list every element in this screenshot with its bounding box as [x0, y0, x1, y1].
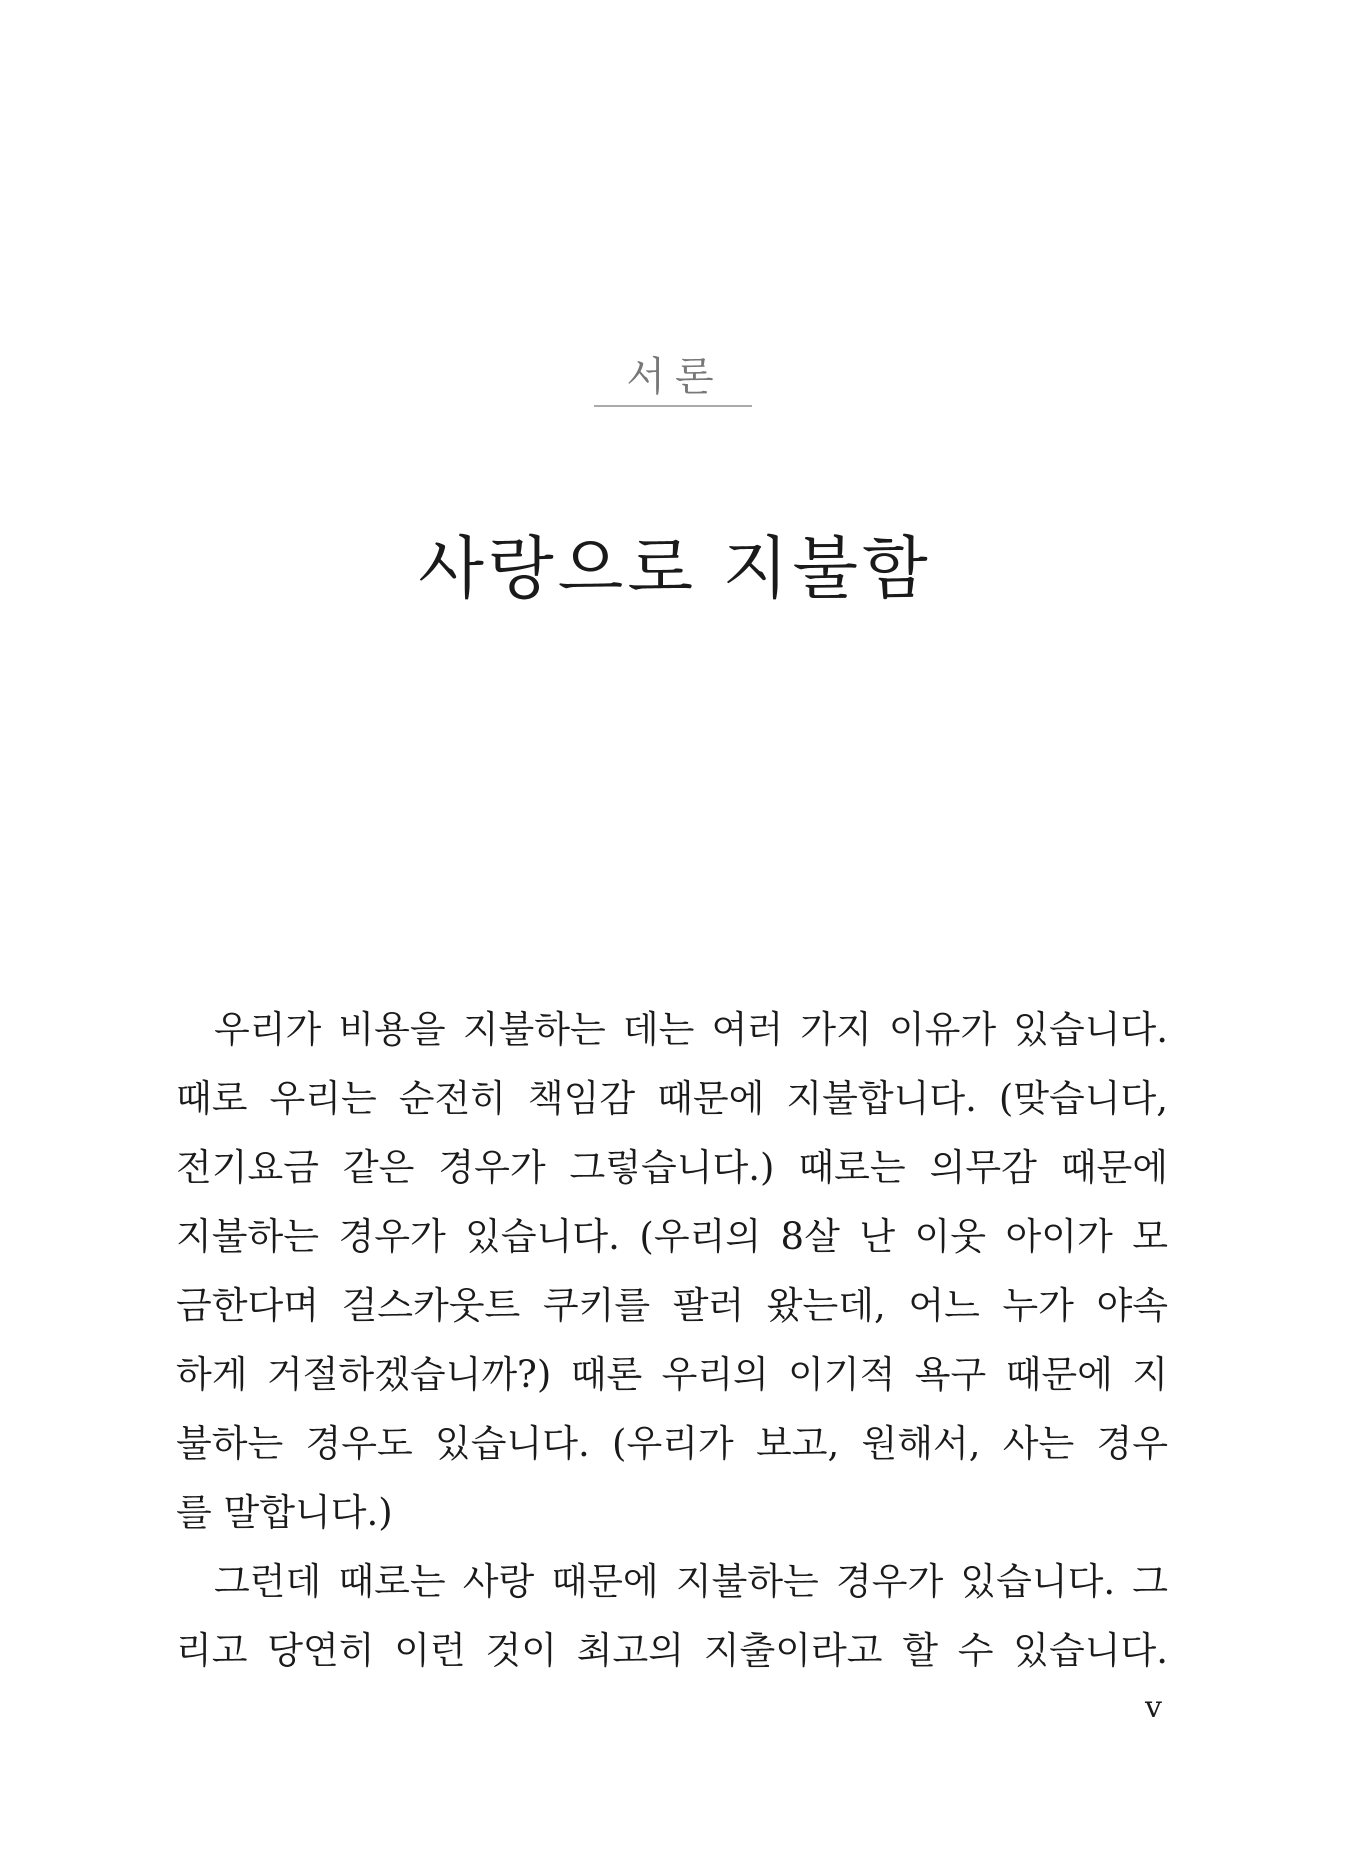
text-line: 지불하는 경우가 있습니다. (우리의 8살 난 이웃 아이가 모 — [176, 1215, 1168, 1258]
text-line: 우리가 비용을 지불하는 데는 여러 가지 이유가 있습니다. — [214, 1008, 1168, 1051]
text-line: 때로 우리는 순전히 책임감 때문에 지불합니다. (맞습니다, — [176, 1077, 1168, 1120]
text-line: 를 말합니다.) — [176, 1491, 393, 1534]
section-label: 서론 — [626, 354, 724, 400]
text-line: 리고 당연히 이런 것이 최고의 지출이라고 할 수 있습니다. — [176, 1629, 1168, 1672]
paragraph — [176, 995, 1168, 1547]
page-number: v — [1145, 1690, 1162, 1725]
text-line: 불하는 경우도 있습니다. (우리가 보고, 원해서, 사는 경우 — [176, 1422, 1168, 1465]
chapter-title: 사랑으로 지불함 — [418, 530, 932, 609]
paragraph — [176, 1547, 1168, 1685]
body-text — [176, 995, 1168, 1685]
divider — [594, 405, 752, 407]
text-line: 금한다며 걸스카웃트 쿠키를 팔러 왔는데, 어느 누가 야속 — [176, 1284, 1168, 1327]
text-line: 하게 거절하겠습니까?) 때론 우리의 이기적 욕구 때문에 지 — [176, 1353, 1168, 1396]
text-line: 그런데 때로는 사랑 때문에 지불하는 경우가 있습니다. 그 — [214, 1560, 1168, 1603]
text-line: 전기요금 같은 경우가 그렇습니다.) 때로는 의무감 때문에 — [176, 1146, 1168, 1189]
